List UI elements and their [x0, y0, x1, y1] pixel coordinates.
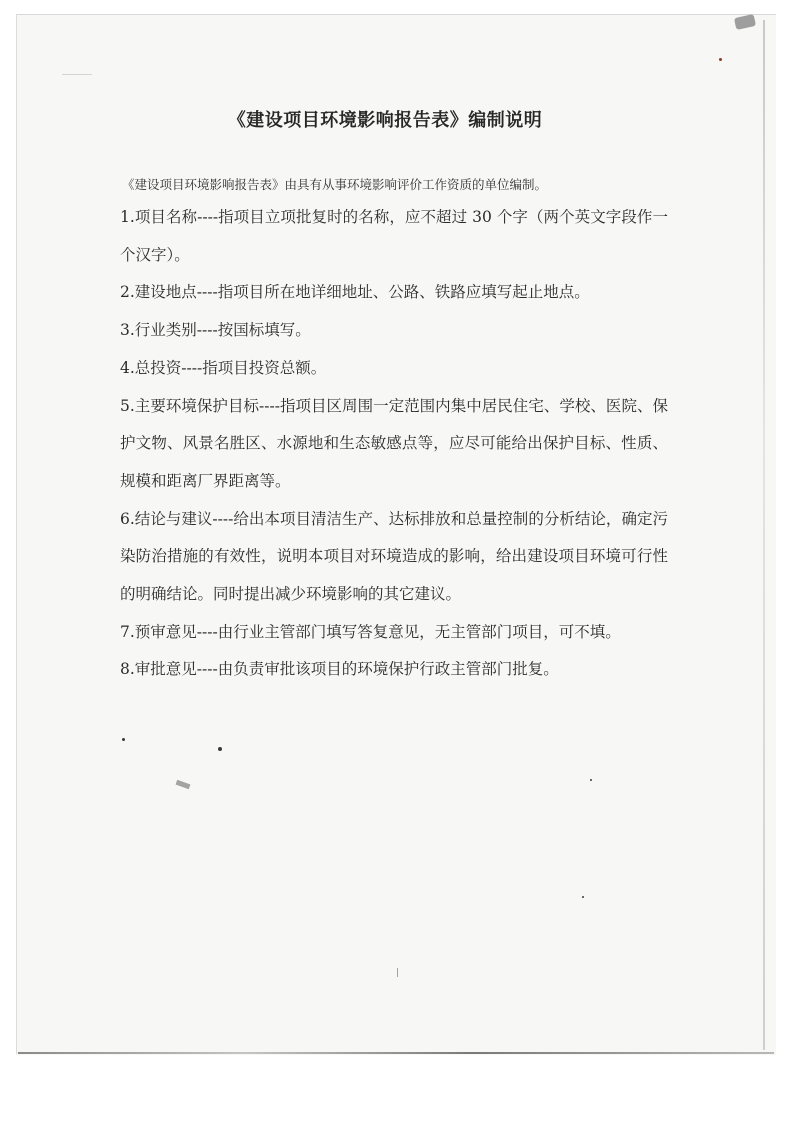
- scan-smudge: [62, 74, 92, 75]
- scan-speck: [218, 747, 222, 751]
- list-item: 2.建设地点----指项目所在地详细地址、公路、铁路应填写起止地点。: [120, 283, 590, 302]
- list-item: 4.总投资----指项目投资总额。: [120, 358, 327, 377]
- document-title: 《建设项目环境影响报告表》编制说明: [227, 110, 543, 131]
- scan-speck: [122, 738, 125, 741]
- scan-speck: [582, 896, 584, 898]
- list-item: 7.预审意见----由行业主管部门填写答复意见，无主管部门项目，可不填。: [120, 622, 621, 641]
- instruction-list: [120, 199, 668, 689]
- list-item: 1.项目名称----指项目立项批复时的名称，应不超过 30 个字（两个英文字段作一个汉字）。: [120, 208, 668, 264]
- scan-smudge: [397, 968, 398, 977]
- list-item: 5.主要环境保护目标----指项目区周围一定范围内集中居民住宅、学校、医院、保护文物、风景名胜区、水源地和生态敏感点等，应尽可能给出保护目标、性质、规模和距离厂界距离等。: [120, 396, 668, 490]
- page-edge-bottom: [18, 1052, 774, 1054]
- scan-speck: [590, 779, 592, 781]
- list-item: 8.审批意见----由负责审批该项目的环境保护行政主管部门批复。: [120, 660, 559, 679]
- list-item: 6.结论与建议----给出本项目清洁生产、达标排放和总量控制的分析结论，确定污染防治措施的有效性，说明本项目对环境造成的影响，给出建设项目环境可行性的明确结论。同时提出减少环境影响的其它建议。: [120, 509, 668, 604]
- scan-speck: [719, 58, 722, 61]
- page-edge-right: [763, 20, 765, 1050]
- intro-paragraph: 《建设项目环境影响报告表》由具有从事环境影响评价工作资质的单位编制。: [122, 177, 548, 192]
- page-edge-left: [16, 14, 17, 1054]
- list-item: 3.行业类别----按国标填写。: [120, 321, 311, 340]
